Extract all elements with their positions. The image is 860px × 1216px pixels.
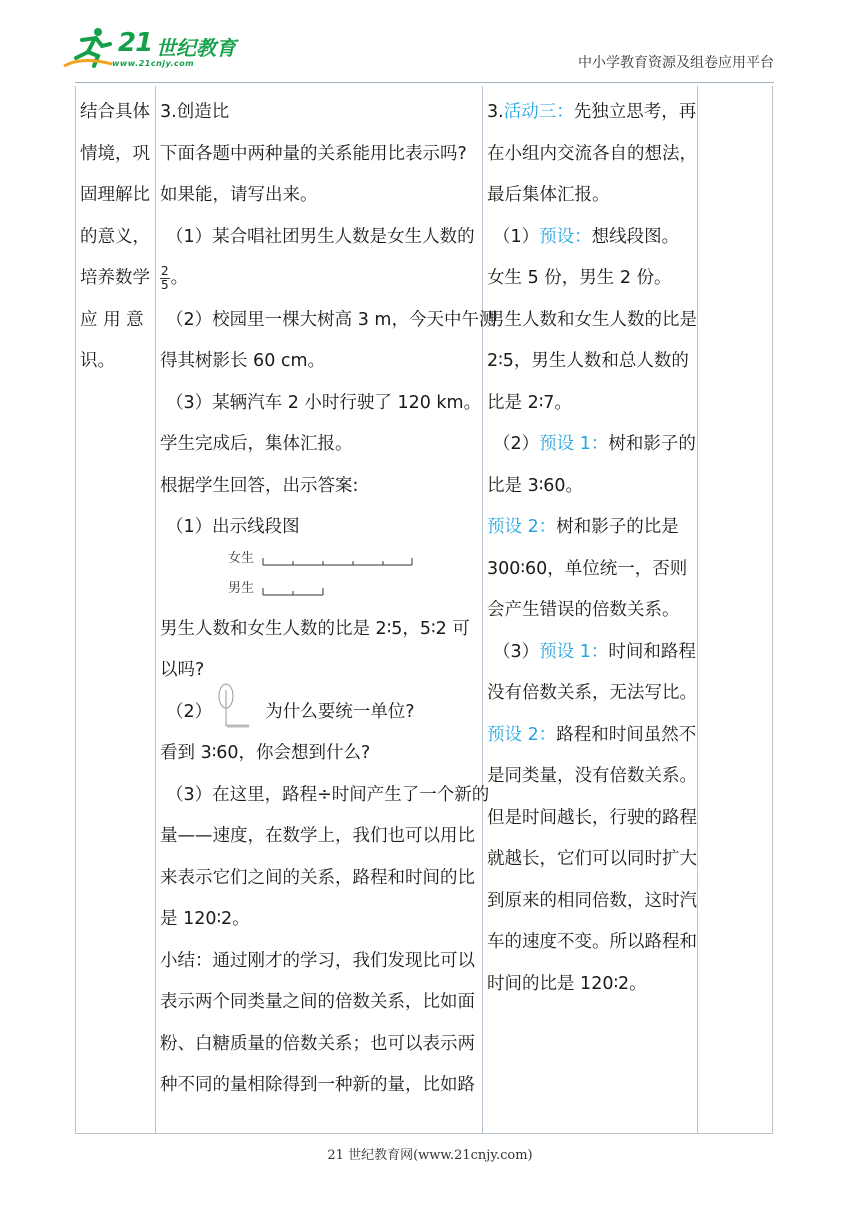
summary-line: 种不同的量相除得到一种新的量，比如路 [160, 1075, 475, 1095]
segment-diagram-boys [160, 579, 482, 609]
activity-line [487, 217, 697, 259]
page-header [0, 0, 860, 80]
text-span: 树和影子的比是 [556, 517, 679, 537]
answer-2-label: （2） [166, 701, 213, 722]
answer-2 [160, 692, 482, 734]
header-divider [75, 82, 774, 83]
table-bottom-border [75, 1133, 773, 1134]
activity-line: 在小组内交流各自的想法， [487, 143, 697, 164]
activity-line: 就越长，它们可以同时扩大 [487, 849, 697, 869]
activity-line [487, 715, 697, 757]
table-border-left [75, 86, 76, 1134]
logo-number: 21 [118, 28, 153, 58]
text-line: 男生人数和女生人数的比是 2∶5，5∶2 可 [160, 618, 470, 639]
activity-line: 是同类量，没有倍数关系。 [487, 766, 697, 786]
activity-line: 时间的比是 120∶2。 [487, 973, 647, 994]
activity-line: 到原来的相同倍数，这时汽 [487, 890, 697, 911]
goal-line: 应 用 意 [80, 309, 144, 330]
answer-1: （1）出示线段图 [166, 517, 300, 537]
highlight-label: 预设 1： [539, 641, 609, 662]
fraction-denominator: 5 [161, 277, 169, 292]
teaching-column [160, 92, 497, 1107]
lesson-table [75, 86, 773, 1134]
activity-line: 车的速度不变。所以路程和 [487, 932, 697, 952]
goal-line: 的意义， [80, 226, 150, 247]
column-divider-1 [155, 86, 156, 1134]
summary-line: 表示两个同类量之间的倍数关系，比如面 [160, 992, 475, 1012]
question-2: （2）校园里一棵大树高 3 m，今天中午测 [166, 309, 497, 330]
activity-line [487, 424, 697, 466]
segment-bar-girls [262, 555, 422, 569]
highlight-label: 预设 2： [487, 724, 557, 745]
column-divider-3 [697, 86, 698, 1134]
activity-line: 女生 5 份，男生 2 份。 [487, 268, 672, 288]
goal-line: 培养数学 [80, 268, 150, 288]
question-1: （1）某合唱社团男生人数是女生人数的 [166, 226, 475, 247]
text-span: 路程和时间虽然不 [556, 724, 697, 745]
summary-line: 粉、白糖质量的倍数关系；也可以表示两 [160, 1033, 475, 1054]
highlight-label: 活动三： [503, 102, 574, 122]
highlight-label: 预设 2： [487, 517, 557, 537]
goal-line: 识。 [80, 351, 115, 371]
segment-label-girls: 女生 [228, 550, 255, 566]
fraction-numerator: 2 [161, 263, 169, 278]
text-line: 来表示它们之间的关系，路程和时间的比 [160, 867, 475, 888]
text-line: 。 [170, 268, 189, 288]
runner-icon [62, 26, 116, 70]
activity-line: 会产生错误的倍数关系。 [487, 600, 680, 620]
question-3: （3）某辆汽车 2 小时行驶了 120 km。 [166, 392, 482, 413]
activity-line: 比是 2∶7。 [487, 392, 572, 413]
activity-line: 但是时间越长，行驶的路程 [487, 807, 697, 828]
site-logo[interactable] [62, 26, 242, 74]
goal-line: 固理解比 [80, 185, 150, 205]
segment-bar-boys [262, 585, 422, 599]
column-divider-2 [482, 86, 483, 1134]
activity-line [487, 507, 697, 549]
text-line: 得其树影长 60 cm。 [160, 351, 326, 371]
activity-line: 300∶60，单位统一，否则 [487, 558, 688, 579]
fraction [160, 265, 170, 292]
platform-name: 中小学教育资源及组卷应用平台 [578, 55, 774, 71]
text-line: 以吗? [160, 660, 205, 680]
text-span: 时间和路程 [608, 641, 696, 662]
logo-text: 世纪教育 [156, 36, 236, 60]
page-footer: 21 世纪教育网(www.21cnjy.com) [327, 1148, 533, 1163]
student-activity-column [487, 92, 697, 1005]
tree-icon [214, 682, 256, 732]
activity-line: 2∶5，男生人数和总人数的 [487, 351, 689, 371]
activity-line: 没有倍数关系，无法写比。 [487, 683, 697, 703]
text-line: 下面各题中两种量的关系能用比表示吗? [160, 143, 467, 164]
answer-2-text: 为什么要统一单位? [265, 701, 415, 722]
text-line: 是 120∶2。 [160, 909, 250, 929]
text-span: 3. [487, 102, 504, 122]
question-1-fraction-line [160, 258, 482, 300]
segment-label-boys: 男生 [228, 580, 255, 596]
text-span: 想线段图。 [591, 226, 680, 247]
activity-line [487, 92, 697, 134]
goal-column [80, 92, 154, 383]
activity-line: 最后集体汇报。 [487, 185, 610, 205]
text-line: 学生完成后，集体汇报。 [160, 434, 353, 454]
activity-line [487, 632, 697, 674]
summary-line: 小结：通过刚才的学习，我们发现比可以 [160, 950, 475, 971]
text-line: 如果能，请写出来。 [160, 185, 318, 205]
activity-line: 比是 3∶60。 [487, 475, 584, 496]
answer-3: （3）在这里，路程÷时间产生了一个新的 [166, 784, 490, 805]
goal-line: 情境，巩 [80, 143, 150, 164]
text-span: （2） [493, 434, 540, 454]
segment-diagram-girls [160, 549, 482, 579]
text-line: 根据学生回答，出示答案: [160, 475, 359, 496]
text-span: （1） [493, 226, 540, 247]
text-span: 先独立思考，再 [573, 102, 697, 122]
table-border-right [772, 86, 773, 1134]
logo-url: www.21cnjy.com [112, 59, 195, 68]
text-line: 量——速度，在数学上，我们也可以用比 [160, 826, 475, 846]
section-title: 3.创造比 [160, 102, 230, 122]
text-span: 树和影子的 [608, 434, 696, 454]
highlight-label: 预设： [539, 226, 592, 247]
activity-line: 男生人数和女生人数的比是 [487, 309, 697, 330]
highlight-label: 预设 1： [539, 434, 609, 454]
goal-line: 结合具体 [80, 102, 150, 122]
text-span: （3） [493, 641, 540, 662]
text-line: 看到 3∶60，你会想到什么? [160, 743, 371, 763]
